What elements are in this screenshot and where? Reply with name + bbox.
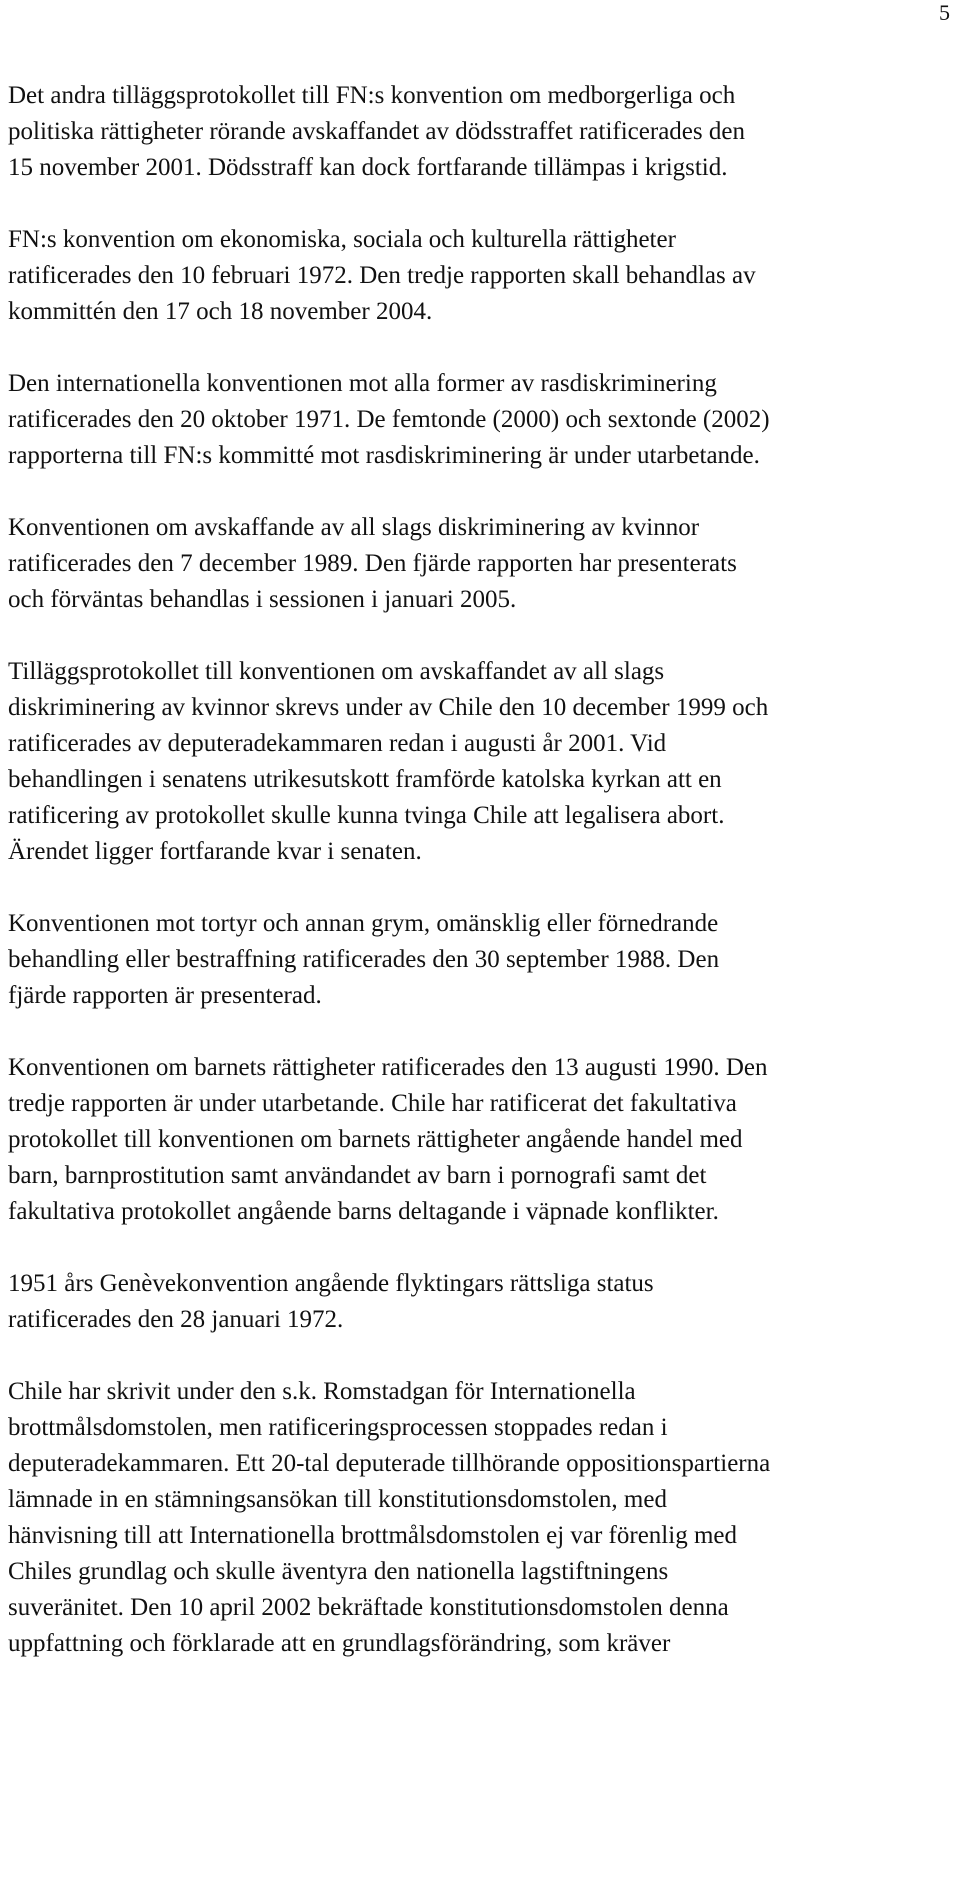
text-line: lämnade in en stämningsansökan till konstitutionsdomstolen, med bbox=[8, 1486, 667, 1513]
paragraph-rome-statute bbox=[8, 1374, 960, 1662]
text-line: Konventionen om barnets rättigheter ratificerades den 13 augusti 1990. Den bbox=[8, 1054, 768, 1081]
text-line: barn, barnprostitution samt användandet av barn i pornografi samt det bbox=[8, 1162, 707, 1189]
paragraph-torture-convention bbox=[8, 906, 960, 1014]
paragraph-racial-discrimination bbox=[8, 366, 960, 474]
page-number: 5 bbox=[939, 0, 950, 25]
document-body bbox=[8, 78, 960, 1698]
text-line: ratificerades den 28 januari 1972. bbox=[8, 1306, 344, 1333]
text-line: behandlingen i senatens utrikesutskott framförde katolska kyrkan att en bbox=[8, 766, 722, 793]
text-line: ratificerades den 10 februari 1972. Den tredje rapporten skall behandlas av bbox=[8, 262, 756, 289]
text-line: 15 november 2001. Dödsstraff kan dock fortfarande tillämpas i krigstid. bbox=[8, 154, 728, 181]
paragraph-child-rights bbox=[8, 1050, 960, 1230]
text-line: FN:s konvention om ekonomiska, sociala och kulturella rättigheter bbox=[8, 226, 676, 253]
text-line: diskriminering av kvinnor skrevs under av Chile den 10 december 1999 och bbox=[8, 694, 769, 721]
text-line: Ärendet ligger fortfarande kvar i senaten. bbox=[8, 838, 422, 865]
text-line: Konventionen mot tortyr och annan grym, omänsklig eller förnedrande bbox=[8, 910, 719, 937]
text-line: fakultativa protokollet angående barns deltagande i väpnade konflikter. bbox=[8, 1198, 719, 1225]
text-line: uppfattning och förklarade att en grundlagsförändring, som kräver bbox=[8, 1630, 671, 1657]
text-line: Chile har skrivit under den s.k. Romstadgan för Internationella bbox=[8, 1378, 636, 1405]
text-line: kommittén den 17 och 18 november 2004. bbox=[8, 298, 433, 325]
paragraph-optional-protocol-women bbox=[8, 654, 960, 870]
text-line: och förväntas behandlas i sessionen i januari 2005. bbox=[8, 586, 517, 613]
text-line: hänvisning till att Internationella brottmålsdomstolen ej var förenlig med bbox=[8, 1522, 737, 1549]
text-line: ratificering av protokollet skulle kunna tvinga Chile att legalisera abort. bbox=[8, 802, 725, 829]
text-line: deputeradekammaren. Ett 20-tal deputerade tillhörande oppositionspartierna bbox=[8, 1450, 771, 1477]
text-line: suveränitet. Den 10 april 2002 bekräftade konstitutionsdomstolen denna bbox=[8, 1594, 729, 1621]
text-line: politiska rättigheter rörande avskaffandet av dödsstraffet ratificerades den bbox=[8, 118, 745, 145]
text-line: ratificerades av deputeradekammaren redan i augusti år 2001. Vid bbox=[8, 730, 667, 757]
paragraph-women-discrimination bbox=[8, 510, 960, 618]
text-line: 1951 års Genèvekonvention angående flyktingars rättsliga status bbox=[8, 1270, 654, 1297]
paragraph-protocol-death-penalty bbox=[8, 78, 960, 186]
text-line: Tilläggsprotokollet till konventionen om avskaffandet av all slags bbox=[8, 658, 665, 685]
text-line: Konventionen om avskaffande av all slags diskriminering av kvinnor bbox=[8, 514, 700, 541]
text-line: Den internationella konventionen mot alla former av rasdiskriminering bbox=[8, 370, 717, 397]
text-line: Det andra tilläggsprotokollet till FN:s konvention om medborgerliga och bbox=[8, 82, 736, 109]
paragraph-refugee-convention bbox=[8, 1266, 960, 1338]
text-line: ratificerades den 7 december 1989. Den fjärde rapporten har presenterats bbox=[8, 550, 737, 577]
text-line: Chiles grundlag och skulle äventyra den nationella lagstiftningens bbox=[8, 1558, 669, 1585]
text-line: rapporterna till FN:s kommitté mot rasdiskriminering är under utarbetande. bbox=[8, 442, 760, 469]
text-line: behandling eller bestraffning ratificerades den 30 september 1988. Den bbox=[8, 946, 720, 973]
text-line: tredje rapporten är under utarbetande. Chile har ratificerat det fakultativa bbox=[8, 1090, 737, 1117]
text-line: fjärde rapporten är presenterad. bbox=[8, 982, 322, 1009]
paragraph-economic-social-rights bbox=[8, 222, 960, 330]
text-line: brottmålsdomstolen, men ratificeringsprocessen stoppades redan i bbox=[8, 1414, 668, 1441]
text-line: protokollet till konventionen om barnets rättigheter angående handel med bbox=[8, 1126, 743, 1153]
text-line: ratificerades den 20 oktober 1971. De femtonde (2000) och sextonde (2002) bbox=[8, 406, 770, 433]
